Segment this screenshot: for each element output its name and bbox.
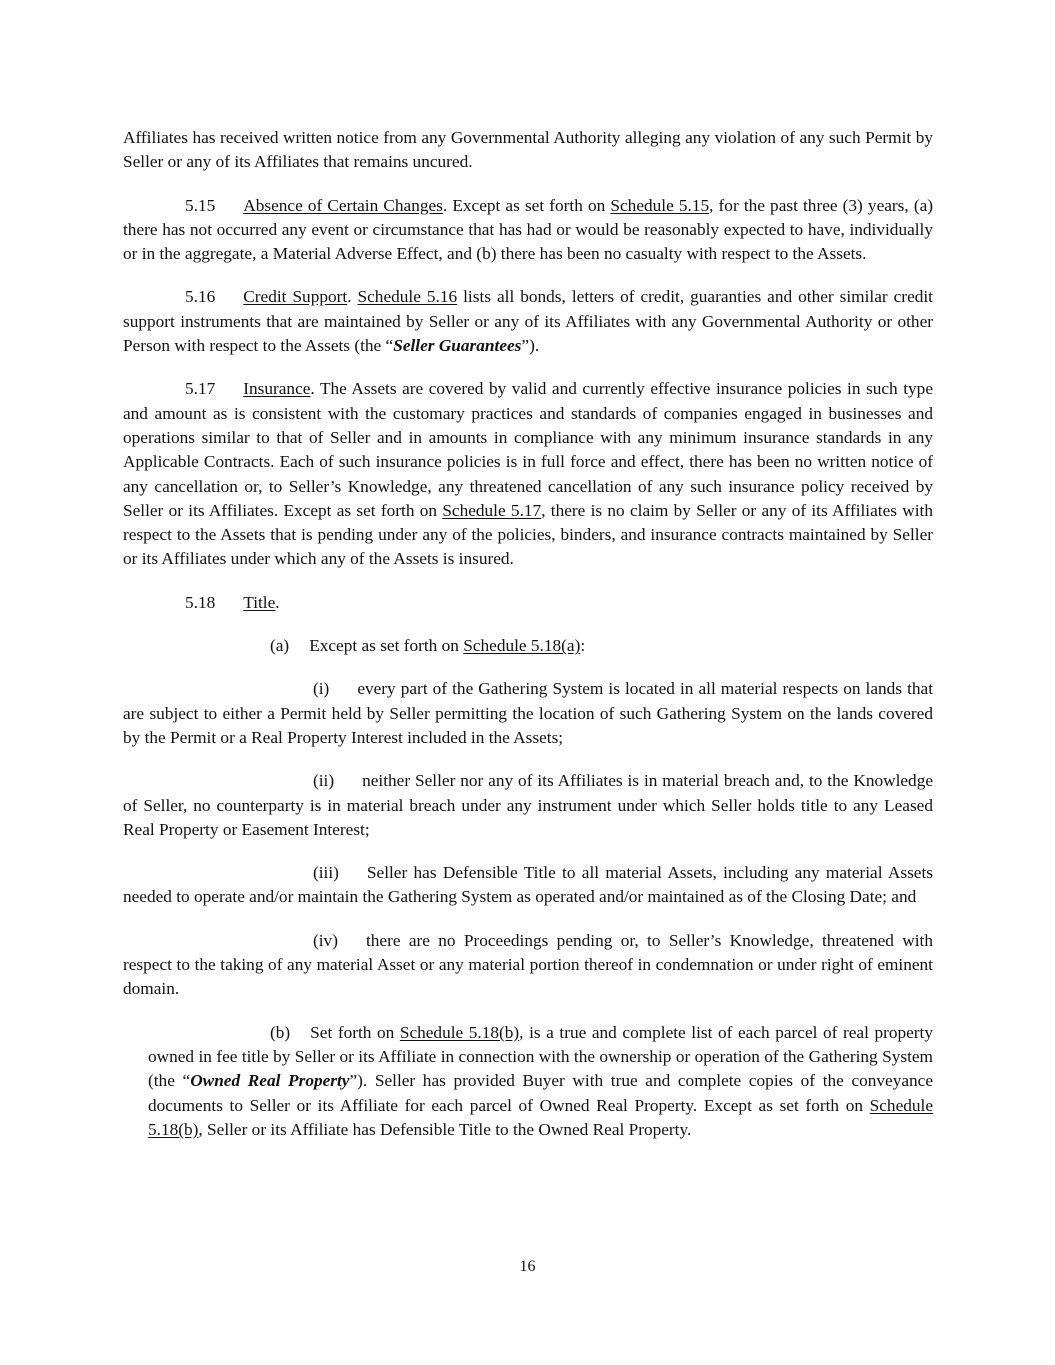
paragraph-2 bbox=[123, 194, 933, 267]
text-run: Set forth on bbox=[310, 1022, 400, 1042]
paragraph-1 bbox=[123, 126, 933, 175]
bold-italic-defined-term: Owned Real Property bbox=[190, 1071, 350, 1091]
underlined-reference: Insurance bbox=[243, 379, 311, 399]
text-run: Seller has Defensible Title to all material Assets, including any material Assets needed to operate and/or maintain the Gathering System as operated and/or maintained as of the Closing Date; and bbox=[123, 863, 933, 907]
text-run: ”). Seller has provided Buyer with true and complete copies of the conveyance documents to Seller or its Affiliate for each parcel of Owned Real Property. Except as set forth on bbox=[148, 1071, 934, 1115]
document-content bbox=[123, 126, 933, 1161]
text-run: , for the past three (3) years, (a) there has not occurred any event or circumstance that has had or would be reasonably expected to have, individually or in the aggregate, a Material Adverse Effect, and (b) there has been no casualty with respect to the Assets. bbox=[123, 195, 934, 264]
text-run: , there is no claim by Seller or any of its Affiliates with respect to the Assets that is pending under any of the policies, binders, and insurance contracts maintained by Seller or its Affiliates under which any of the Assets is insured. bbox=[123, 500, 933, 569]
text-run: 5.15 bbox=[185, 195, 216, 215]
text-run: : bbox=[580, 636, 586, 656]
text-run: . Except as set forth on bbox=[442, 195, 611, 215]
text-run: , Seller or its Affiliate has Defensible Title to the Owned Real Property. bbox=[198, 1119, 692, 1139]
text-run: (ii) bbox=[313, 771, 335, 791]
text-run: every part of the Gathering System is located in all material respects on lands that are subject to either a Permit held by Seller permitting the location of such Gathering System on the lands covered by the Permit or a Real Property Interest included in the Assets; bbox=[123, 679, 933, 747]
underlined-reference: Absence of Certain Changes bbox=[243, 195, 443, 215]
paragraph-3 bbox=[123, 285, 933, 358]
paragraph-7 bbox=[123, 677, 933, 750]
text-run: there are no Proceedings pending or, to Seller’s Knowledge, threatened with respect to the taking of any material Asset or any material portion thereof in condemnation or under right of eminent domain. bbox=[123, 930, 933, 999]
text-run: 5.18 bbox=[185, 592, 216, 612]
text-run: lists all bonds, letters of credit, guaranties and other similar credit support instruments that are maintained by Seller or any of its Affiliates with any Governmental Authority or other Person with respect to the Assets (the “ bbox=[123, 287, 933, 356]
text-run: Except as set forth on bbox=[309, 636, 464, 656]
text-run: . bbox=[347, 287, 358, 307]
bold-italic-defined-term: Seller Guarantees bbox=[393, 336, 522, 356]
underlined-reference: Credit Support bbox=[243, 287, 348, 307]
text-run: 5.16 bbox=[185, 287, 216, 307]
text-run: (a) bbox=[270, 636, 290, 656]
paragraph-4 bbox=[123, 377, 933, 571]
text-run: (b) bbox=[270, 1022, 291, 1042]
paragraph-5 bbox=[123, 591, 933, 615]
underlined-reference: Schedule 5.18(b) bbox=[148, 1095, 933, 1139]
underlined-reference: Schedule 5.18(b) bbox=[399, 1022, 520, 1042]
page-number: 16 bbox=[519, 1258, 536, 1275]
text-run: 5.17 bbox=[185, 379, 216, 399]
underlined-reference: Schedule 5.17 bbox=[442, 500, 542, 520]
text-run: neither Seller nor any of its Affiliates is in material breach and, to the Knowledge of Seller, no counterparty is in material breach under any instrument under which Seller holds title to any Leased Real Property or Easement Interest; bbox=[123, 771, 933, 839]
underlined-reference: Schedule 5.15 bbox=[610, 195, 710, 215]
text-run: . bbox=[275, 592, 280, 612]
paragraph-11 bbox=[148, 1021, 933, 1142]
text-run: ”). bbox=[521, 336, 540, 356]
text-run: . The Assets are covered by valid and currently effective insurance policies in such type and amount as is consistent with the customary practices and standards of companies engaged in businesses and operations similar to that of Seller and in amounts in compliance with any minimum insurance standards in any Applicable Contracts. Each of such insurance policies is in full force and effect, there has been no written notice of any cancellation or, to Seller’s Knowledge, any threatened cancellation of any such insurance policy received by Seller or its Affiliates. Except as set forth on bbox=[123, 379, 933, 520]
underlined-reference: Schedule 5.18(a) bbox=[463, 636, 581, 656]
text-run: (iv) bbox=[313, 930, 338, 950]
paragraph-9 bbox=[123, 861, 933, 910]
paragraph-8 bbox=[123, 769, 933, 842]
text-run: Affiliates has received written notice from any Governmental Authority alleging any violation of any such Permit by Seller or any of its Affiliates that remains uncured. bbox=[123, 128, 933, 172]
text-run: (iii) bbox=[313, 863, 339, 883]
paragraph-6 bbox=[123, 634, 933, 658]
paragraph-10 bbox=[123, 929, 933, 1002]
text-run: , is a true and complete list of each parcel of real property owned in fee title by Seller or its Affiliate in connection with the ownership or operation of the Gathering System (the “ bbox=[148, 1022, 933, 1091]
text-run: (i) bbox=[313, 679, 330, 699]
underlined-reference: Schedule 5.16 bbox=[357, 287, 458, 307]
underlined-reference: Title bbox=[243, 592, 276, 612]
